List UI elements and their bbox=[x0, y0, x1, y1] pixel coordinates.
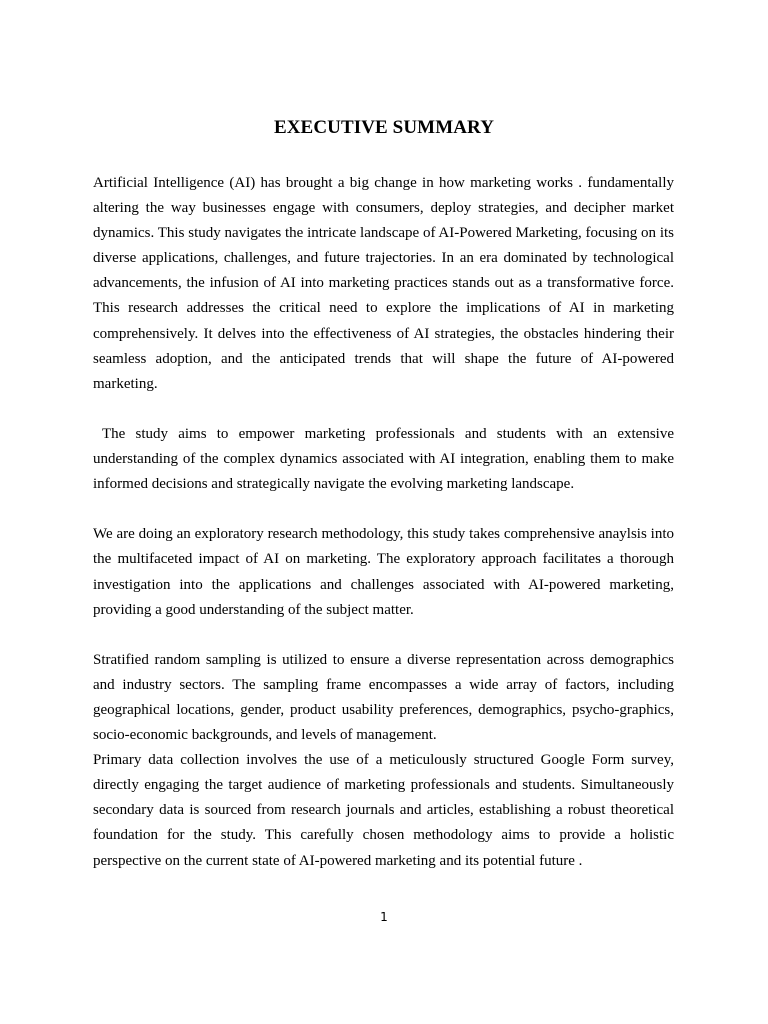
paragraph-methodology: We are doing an exploratory research methodology, this study takes comprehensive anaylsis into the multifaceted impact of AI on marketing. The exploratory approach facilitates a thorough investigation into the applications and challenges associated with AI-powered marketing, providing a good understanding of the subject matter. bbox=[93, 526, 674, 618]
paragraph-introduction: Artificial Intelligence (AI) has brought a big change in how marketing works . fundamentally altering the way businesses engage with consumers, deploy strategies, and decipher market dynamics. This study navigates the intricate landscape of AI-Powered Marketing, focusing on its diverse applications, challenges, and future trajectories. In an era dominated by technological advancements, the infusion of AI into marketing practices stands out as a transformative force. This research addresses the critical need to explore the implications of AI in marketing comprehensively. It delves into the effectiveness of AI strategies, the obstacles hindering their seamless adoption, and the anticipated trends that will shape the future of AI-powered marketing. bbox=[93, 175, 674, 392]
page-number: 1 bbox=[380, 910, 388, 924]
paragraph-gap bbox=[93, 623, 674, 648]
paragraph-gap bbox=[93, 497, 674, 522]
paragraph-aim: The study aims to empower marketing professionals and students with an extensive understanding of the complex dynamics associated with AI integration, enabling them to make informed decisions and strategically navigate the evolving marketing landscape. bbox=[93, 425, 674, 493]
paragraph-sampling: Stratified random sampling is utilized to ensure a diverse representation across demographics and industry sectors. The sampling frame encompasses a wide array of factors, including geographical locations, gender, product usability preferences, demographics, psycho-graphics, socio-economic backgrounds, and levels of management. bbox=[93, 651, 674, 744]
page-title: EXECUTIVE SUMMARY bbox=[273, 117, 495, 138]
summary-body bbox=[93, 171, 674, 874]
paragraph-data-collection: Primary data collection involves the use of a meticulously structured Google Form survey, directly engaging the target audience of marketing professionals and students. Simultaneously secondary data is sourced from research journals and articles, establishing a robust theoretical foundation for the study. This carefully chosen methodology aims to provide a holistic perspective on the current state of AI-powered marketing and its potential future . bbox=[93, 752, 674, 869]
paragraph-gap bbox=[93, 397, 674, 422]
